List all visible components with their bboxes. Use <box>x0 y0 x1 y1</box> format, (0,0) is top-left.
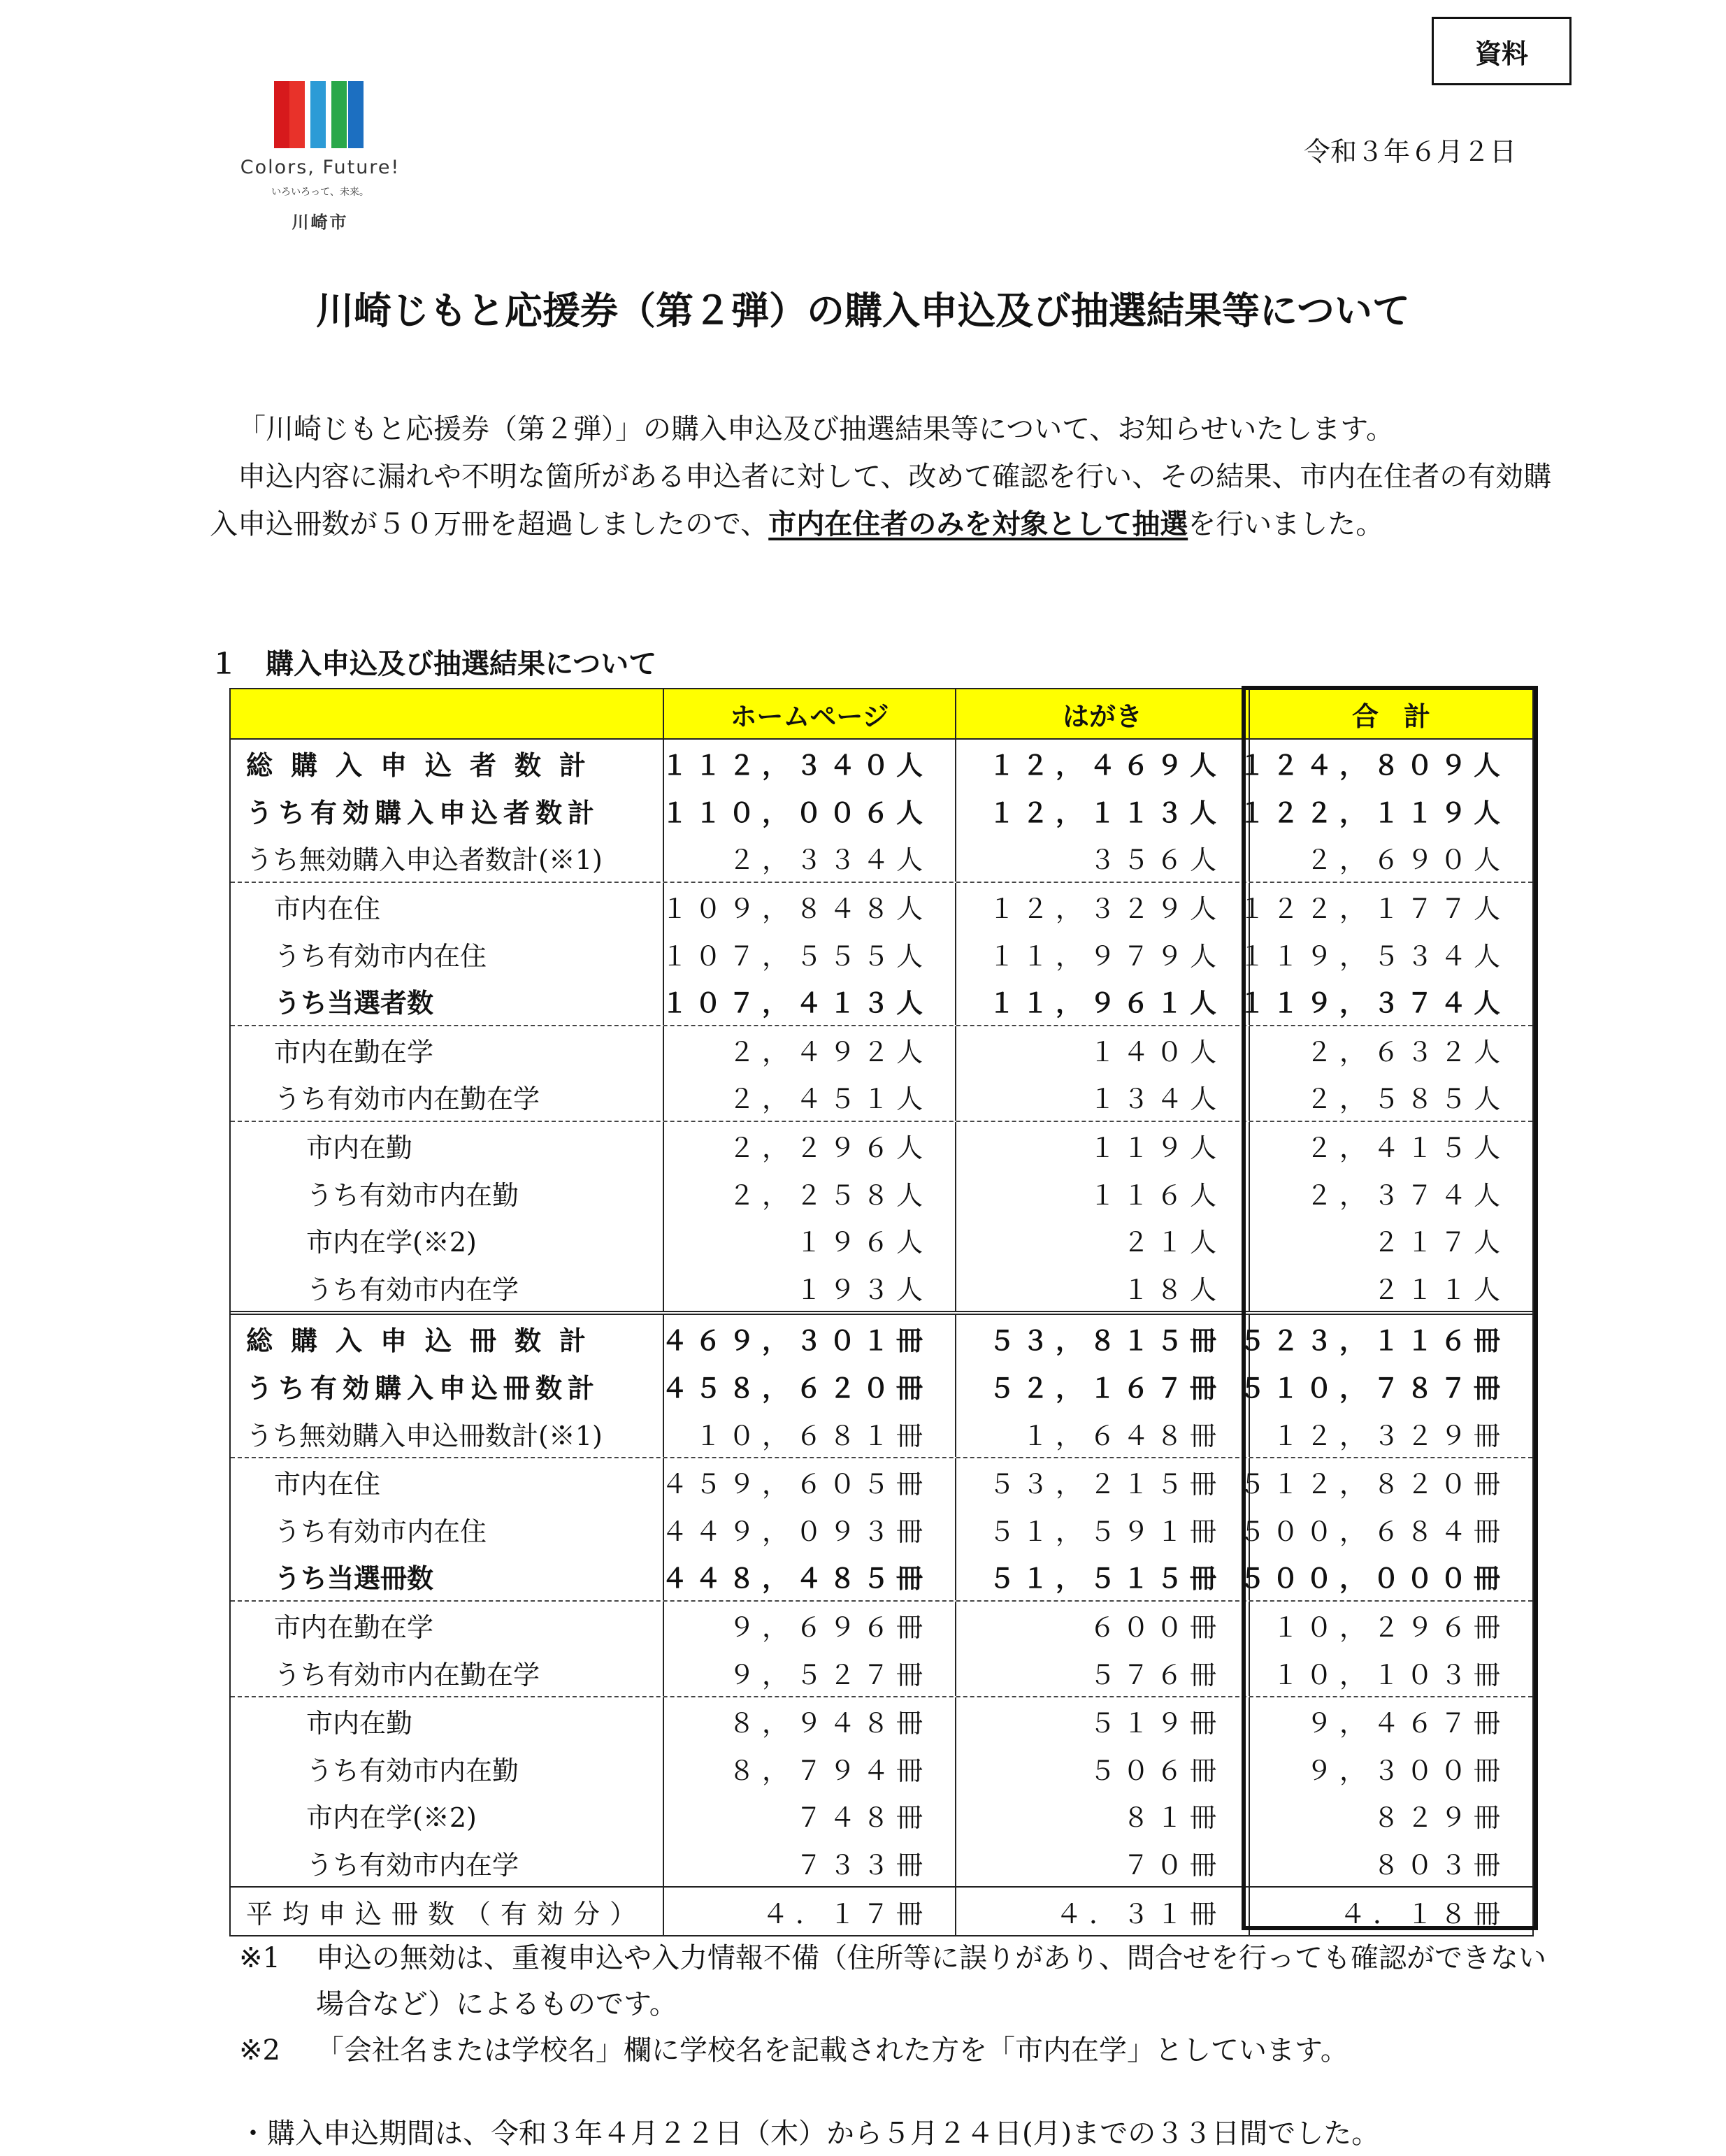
total-value: ５２３，１１６冊 <box>1238 1325 1507 1357</box>
homepage-value: １０９，８４８人 <box>664 883 956 930</box>
table-header-postcard: はがき <box>956 689 1250 738</box>
postcard-value: １４０人 <box>956 1026 1250 1074</box>
table-row <box>231 1169 1532 1216</box>
total-value: １０，２９６冊 <box>1272 1611 1507 1643</box>
row-label: 平均申込冊数（有効分） <box>231 1888 664 1935</box>
total-value: ４．１８冊 <box>1339 1898 1507 1929</box>
intro-p2-line2: 住者の有効購入申込冊数が５０万冊を超過しましたので、 <box>210 461 1552 540</box>
table-row <box>231 1122 1532 1170</box>
document-title: 川崎じもと応援券（第２弾）の購入申込及び抽選結果等について <box>316 289 1410 333</box>
homepage-value: ７４８冊 <box>664 1792 956 1839</box>
postcard-value: ５１，５１５冊 <box>956 1553 1250 1600</box>
postcard-value: ４．３１冊 <box>956 1888 1250 1935</box>
homepage-value: ２，４５１人 <box>664 1073 956 1121</box>
homepage-value: １０，６８１冊 <box>664 1409 956 1457</box>
homepage-value: ２，３３４人 <box>664 834 956 882</box>
row-label: 総購入申込者数計 <box>231 740 664 787</box>
row-label: うち有効市内在学 <box>231 1839 664 1887</box>
postcard-value: １２，３２９人 <box>956 883 1250 930</box>
table-row <box>231 1506 1532 1553</box>
postcard-value: １１，９７９人 <box>956 930 1250 977</box>
table-row <box>231 1697 1532 1745</box>
results-table <box>229 688 1534 1936</box>
table-row <box>231 1888 1532 1935</box>
homepage-value: １９３人 <box>664 1264 956 1311</box>
total-value: １２２，１７７人 <box>1238 893 1507 925</box>
intro-p2-line1: 申込内容に漏れや不明な箇所がある申込者に対して、改めて確認を行い、その結果、市内在 <box>238 461 1384 493</box>
table-row <box>231 930 1532 977</box>
total-value: １１９，５３４人 <box>1238 940 1507 972</box>
total-value: ５００，０００冊 <box>1238 1563 1507 1595</box>
postcard-value: ８１冊 <box>956 1792 1250 1839</box>
total-value: ２，５８５人 <box>1305 1084 1507 1115</box>
document-date: 令和３年６月２日 <box>1303 136 1516 167</box>
row-label: うち有効市内在勤在学 <box>231 1648 664 1696</box>
row-label: うち有効市内在勤在学 <box>231 1073 664 1121</box>
postcard-value: ６００冊 <box>956 1602 1250 1649</box>
table-row <box>231 787 1532 835</box>
homepage-value: ９，５２７冊 <box>664 1648 956 1696</box>
homepage-value: ４４９，０９３冊 <box>664 1506 956 1553</box>
postcard-value: ５７６冊 <box>956 1648 1250 1696</box>
homepage-value: ２，４９２人 <box>664 1026 956 1074</box>
table-row <box>231 740 1532 787</box>
row-label: うち当選者数 <box>231 977 664 1025</box>
table-header-homepage: ホームページ <box>664 689 956 738</box>
total-value: １２２，１１９人 <box>1238 797 1507 828</box>
homepage-value: １０７，４１３人 <box>664 977 956 1025</box>
row-label: うち有効市内在住 <box>231 930 664 977</box>
homepage-value: １９６人 <box>664 1216 956 1264</box>
homepage-value: ４４８，４８５冊 <box>664 1553 956 1600</box>
total-value: ２１７人 <box>1372 1227 1507 1258</box>
homepage-value: １１２，３４０人 <box>664 740 956 787</box>
postcard-value: １３４人 <box>956 1073 1250 1121</box>
total-value: ２，６９０人 <box>1305 845 1507 876</box>
logo-bar-2 <box>289 81 305 148</box>
logo-bar-3 <box>310 81 326 148</box>
row-label: うち有効市内在住 <box>231 1506 664 1553</box>
total-value: ５１０，７８７冊 <box>1238 1373 1507 1404</box>
footnotes <box>239 1935 1567 2074</box>
intro-paragraph-2 <box>210 453 1552 548</box>
postcard-value: １１６人 <box>956 1169 1250 1216</box>
total-value: ９，４６７冊 <box>1305 1708 1507 1739</box>
row-label: 市内在学(※2) <box>231 1216 664 1264</box>
logo-bars-icon <box>274 81 361 148</box>
table-row <box>231 1744 1532 1792</box>
postcard-value: ２１人 <box>956 1216 1250 1264</box>
table-row <box>231 1648 1532 1697</box>
homepage-value: ４５８，６２０冊 <box>664 1363 956 1410</box>
total-value: １２４，８０９人 <box>1238 750 1507 782</box>
table-header-label <box>231 689 664 738</box>
logo-bar-4 <box>331 81 347 148</box>
row-label: うち当選冊数 <box>231 1553 664 1600</box>
table-row <box>231 1363 1532 1410</box>
footnote-2 <box>239 2027 1567 2074</box>
intro-emphasis: 市内在住者のみを対象として抽選 <box>768 508 1188 540</box>
postcard-value: １２，４６９人 <box>956 740 1250 787</box>
row-label: 市内在勤在学 <box>231 1602 664 1649</box>
homepage-value: ４５９，６０５冊 <box>664 1458 956 1506</box>
intro-paragraph-1 <box>210 405 1552 453</box>
row-label: うち有効購入申込冊数計 <box>231 1363 664 1410</box>
logo-city-name: 川崎市 <box>292 213 349 232</box>
table-row <box>231 834 1532 883</box>
row-label: 市内在勤 <box>231 1122 664 1170</box>
logo-bar-5 <box>348 81 364 148</box>
total-value: ５００，６８４冊 <box>1238 1516 1507 1547</box>
homepage-value: ４．１７冊 <box>664 1888 956 1935</box>
table-header-total: 合計 <box>1250 689 1532 738</box>
total-value: ２，４１５人 <box>1305 1133 1507 1164</box>
footnote-1 <box>239 1935 1567 2027</box>
city-logo <box>215 76 425 243</box>
postcard-value: １１，９６１人 <box>956 977 1250 1025</box>
homepage-value: ８，７９４冊 <box>664 1744 956 1792</box>
row-label: うち無効購入申込冊数計(※1) <box>231 1409 664 1457</box>
homepage-value: ２，２５８人 <box>664 1169 956 1216</box>
table-row <box>231 1458 1532 1506</box>
application-period-note: ・購入申込期間は、令和３年４月２２日（木）から５月２４日(月)までの３３日間でした。 <box>239 2118 1380 2150</box>
intro-p1: 「川崎じもと応援券（第２弾）」の購入申込及び抽選結果等について、お知らせいたします。 <box>238 413 1394 445</box>
footnote-2-mark: ※2 <box>239 2034 280 2067</box>
total-value: ２１１人 <box>1372 1274 1507 1305</box>
total-value: １１９，３７４人 <box>1238 988 1507 1019</box>
postcard-value: ５０６冊 <box>956 1744 1250 1792</box>
row-label: うち無効購入申込者数計(※1) <box>231 834 664 882</box>
homepage-value: ７３３冊 <box>664 1839 956 1887</box>
table-row <box>231 1839 1532 1888</box>
homepage-value: ９，６９６冊 <box>664 1602 956 1649</box>
homepage-value: ４６９，３０１冊 <box>664 1315 956 1363</box>
table-row <box>231 1315 1532 1363</box>
row-label: うち有効市内在勤 <box>231 1169 664 1216</box>
table-row <box>231 1602 1532 1649</box>
total-value: ８２９冊 <box>1372 1802 1507 1834</box>
table-row <box>231 1216 1532 1264</box>
total-value: ２，６３２人 <box>1305 1036 1507 1068</box>
table-row <box>231 1264 1532 1316</box>
postcard-value: ３５６人 <box>956 834 1250 882</box>
row-label: 市内在勤 <box>231 1697 664 1745</box>
row-label: うち有効市内在勤 <box>231 1744 664 1792</box>
logo-tagline-en: Colors, Future! <box>240 157 401 178</box>
section-heading: １ 購入申込及び抽選結果について <box>210 648 657 680</box>
total-value: ２，３７４人 <box>1305 1179 1507 1211</box>
table-row <box>231 1409 1532 1458</box>
row-label: 市内在勤在学 <box>231 1026 664 1074</box>
postcard-value: １，６４８冊 <box>956 1409 1250 1457</box>
total-value: １２，３２９冊 <box>1272 1420 1507 1451</box>
row-label: 市内在住 <box>231 883 664 930</box>
homepage-value: ２，２９６人 <box>664 1122 956 1170</box>
total-value: ５１２，８２０冊 <box>1238 1469 1507 1500</box>
postcard-value: １２，１１３人 <box>956 787 1250 835</box>
document-tag: 資料 <box>1432 17 1572 85</box>
table-row <box>231 1792 1532 1839</box>
table-row <box>231 977 1532 1026</box>
postcard-value: １１９人 <box>956 1122 1250 1170</box>
postcard-value: ５１９冊 <box>956 1697 1250 1745</box>
homepage-value: １１０，００６人 <box>664 787 956 835</box>
row-label: うち有効市内在学 <box>231 1264 664 1311</box>
homepage-value: １０７，５５５人 <box>664 930 956 977</box>
footnote-1-mark: ※1 <box>239 1942 280 1974</box>
total-value: ９，３００冊 <box>1305 1755 1507 1786</box>
table-row <box>231 1026 1532 1074</box>
row-label: 市内在学(※2) <box>231 1792 664 1839</box>
footnote-1-text: 申込の無効は、重複申込や入力情報不備（住所等に誤りがあり、問合せを行っても確認ができない場合など）によるものです。 <box>316 1942 1546 2020</box>
postcard-value: ５１，５９１冊 <box>956 1506 1250 1553</box>
logo-tagline-jp: いろいろって、未来。 <box>271 187 369 198</box>
intro-text <box>210 405 1552 548</box>
postcard-value: １８人 <box>956 1264 1250 1311</box>
table-header-row <box>231 689 1532 740</box>
intro-p2-line3: を行いました。 <box>1188 508 1384 540</box>
postcard-value: ７０冊 <box>956 1839 1250 1887</box>
postcard-value: ５３，８１５冊 <box>956 1315 1250 1363</box>
total-value: １０，１０３冊 <box>1272 1659 1507 1690</box>
row-label: うち有効購入申込者数計 <box>231 787 664 835</box>
footnote-2-text: 「会社名または学校名」欄に学校名を記載された方を「市内在学」としています。 <box>316 2034 1349 2067</box>
row-label: 市内在住 <box>231 1458 664 1506</box>
postcard-value: ５２，１６７冊 <box>956 1363 1250 1410</box>
row-label: 総購入申込冊数計 <box>231 1315 664 1363</box>
table-row <box>231 883 1532 930</box>
homepage-value: ８，９４８冊 <box>664 1697 956 1745</box>
logo-bar-1 <box>274 81 289 148</box>
total-value: ８０３冊 <box>1372 1849 1507 1881</box>
table-row <box>231 1553 1532 1602</box>
postcard-value: ５３，２１５冊 <box>956 1458 1250 1506</box>
table-row <box>231 1073 1532 1122</box>
